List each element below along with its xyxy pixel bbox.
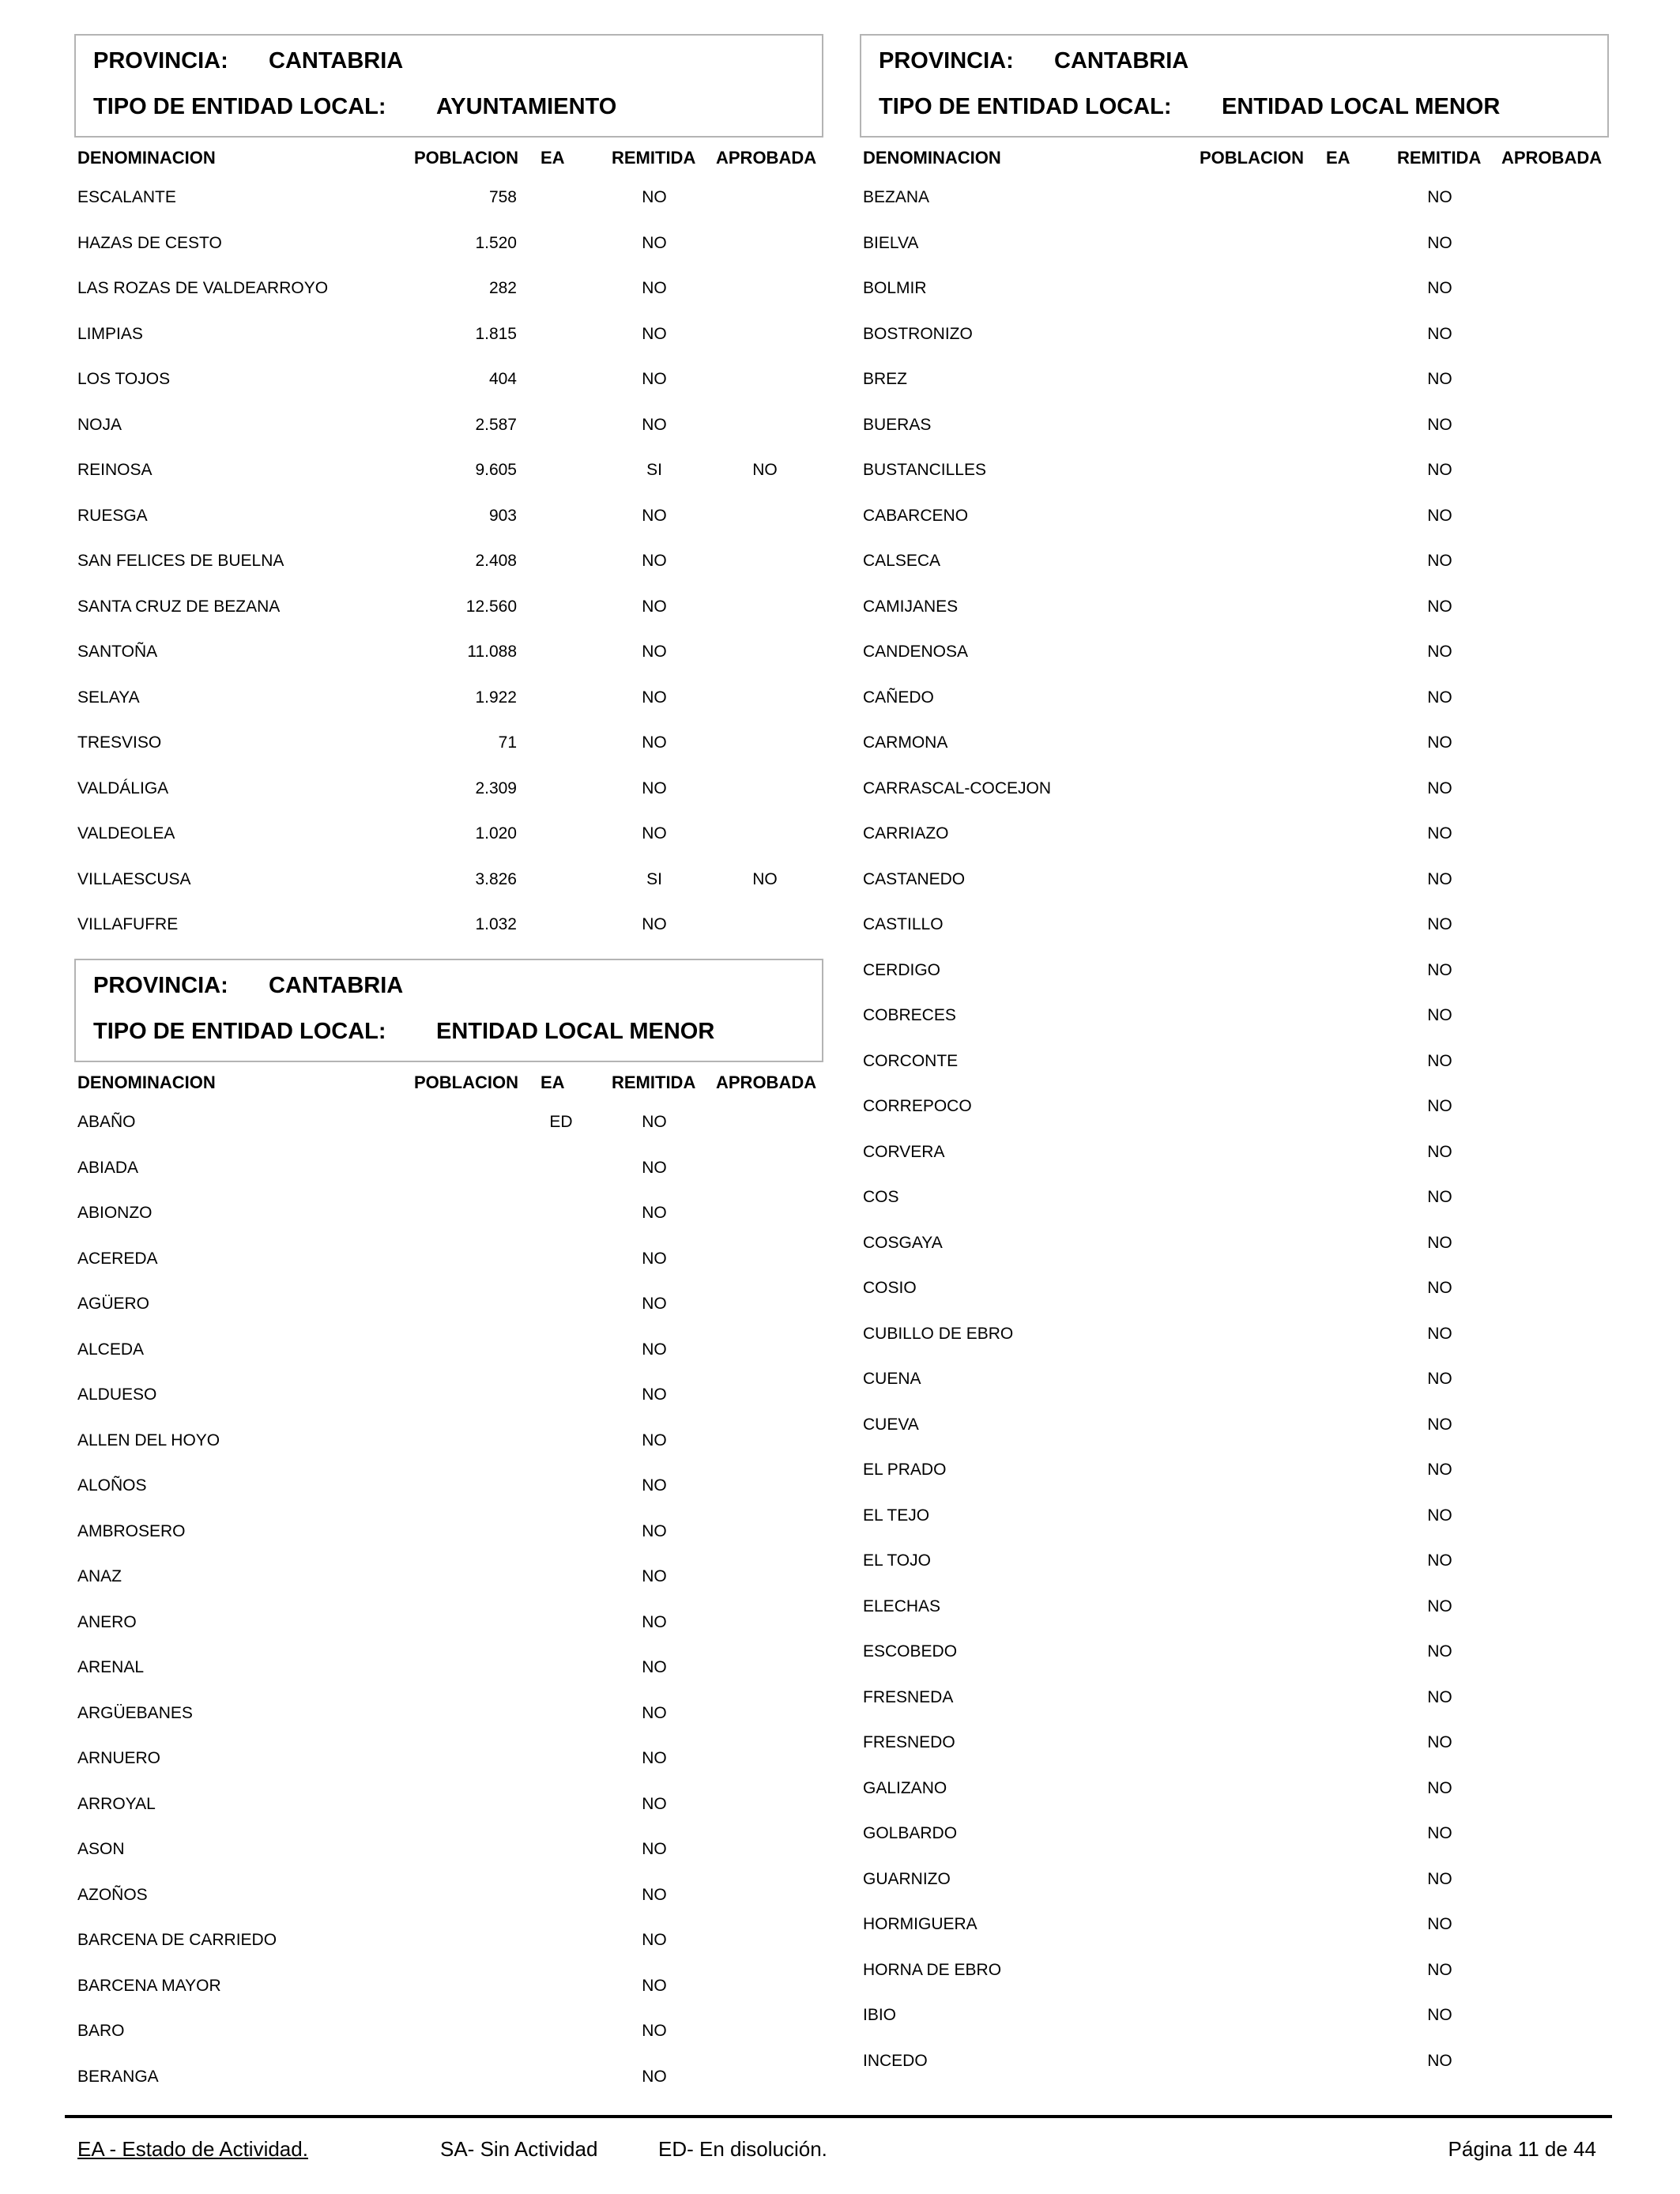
table-row — [74, 188, 823, 220]
remitida-cell: NO — [642, 415, 667, 434]
poblacion-cell: 3.826 — [475, 869, 517, 888]
table-row — [74, 370, 823, 401]
table-row — [860, 1416, 1609, 1447]
table-row — [74, 1522, 823, 1554]
remitida-cell: NO — [1427, 1188, 1452, 1206]
denominacion-cell: GALIZANO — [863, 1778, 947, 1797]
denominacion-cell: ASON — [77, 1840, 125, 1858]
table-row — [74, 688, 823, 720]
denominacion-cell: VALDEOLEA — [77, 824, 175, 843]
poblacion-cell: 1.032 — [475, 915, 517, 933]
table-row — [74, 416, 823, 447]
table-row — [74, 733, 823, 765]
table-row — [860, 1234, 1609, 1265]
remitida-cell: NO — [1427, 552, 1452, 570]
table-row — [860, 1188, 1609, 1220]
table-row — [860, 961, 1609, 993]
remitida-cell: NO — [642, 2022, 667, 2040]
remitida-cell: NO — [1427, 915, 1452, 933]
table-row — [860, 1097, 1609, 1129]
table-row — [74, 1931, 823, 1962]
denominacion-cell: BIELVA — [863, 233, 919, 252]
provincia-value: CANTABRIA — [269, 48, 404, 74]
remitida-cell: NO — [642, 370, 667, 388]
remitida-cell: NO — [1427, 233, 1452, 252]
ea-cell: ED — [549, 1113, 573, 1131]
table-row — [860, 1688, 1609, 1720]
remitida-cell: NO — [1427, 597, 1452, 616]
remitida-cell: NO — [642, 1931, 667, 1949]
table-row — [74, 779, 823, 811]
remitida-cell: NO — [642, 1567, 667, 1585]
table-row — [860, 234, 1609, 266]
poblacion-cell: 758 — [488, 188, 517, 206]
provincia-value: CANTABRIA — [269, 973, 404, 998]
table-row — [74, 2022, 823, 2053]
remitida-cell: NO — [1427, 1370, 1452, 1388]
tipo-label: TIPO DE ENTIDAD LOCAL: — [93, 94, 386, 119]
table-row — [860, 188, 1609, 220]
remitida-cell: NO — [642, 1749, 667, 1767]
table-row — [74, 1431, 823, 1463]
remitida-cell: NO — [1427, 1233, 1452, 1252]
remitida-cell: NO — [1427, 869, 1452, 888]
table-row — [860, 552, 1609, 583]
tipo-value: AYUNTAMIENTO — [436, 94, 617, 119]
table-row — [860, 370, 1609, 401]
denominacion-cell: ALOÑOS — [77, 1476, 147, 1495]
poblacion-cell: 1.815 — [475, 324, 517, 343]
denominacion-cell: CANDENOSA — [863, 643, 969, 661]
remitida-cell: NO — [1427, 1869, 1452, 1888]
remitida-cell: NO — [1427, 960, 1452, 979]
aprobada-cell: NO — [752, 461, 778, 479]
col-denominacion: DENOMINACION — [863, 148, 1001, 168]
table-row — [860, 1143, 1609, 1174]
denominacion-cell: CABARCENO — [863, 506, 969, 525]
table-row — [860, 733, 1609, 765]
remitida-cell: NO — [642, 1158, 667, 1177]
denominacion-cell: ARNUERO — [77, 1749, 161, 1767]
denominacion-cell: ABAÑO — [77, 1113, 136, 1131]
denominacion-cell: ABIONZO — [77, 1204, 153, 1222]
table-row — [860, 1642, 1609, 1674]
remitida-cell: NO — [1427, 1596, 1452, 1615]
remitida-cell: NO — [1427, 1824, 1452, 1842]
table-row — [860, 1006, 1609, 1038]
poblacion-cell: 12.560 — [465, 597, 517, 616]
provincia-label: PROVINCIA: — [879, 48, 1014, 74]
remitida-cell: NO — [642, 2067, 667, 2086]
remitida-cell: NO — [642, 1885, 667, 1904]
remitida-cell: NO — [642, 552, 667, 570]
table-row — [74, 1385, 823, 1417]
table-row — [74, 461, 823, 492]
denominacion-cell: SANTA CRUZ DE BEZANA — [77, 597, 281, 616]
denominacion-cell: INCEDO — [863, 2051, 928, 2070]
remitida-cell: NO — [642, 1113, 667, 1131]
tipo-label: TIPO DE ENTIDAD LOCAL: — [879, 94, 1172, 119]
table-row — [860, 461, 1609, 492]
denominacion-cell: ARROYAL — [77, 1794, 156, 1813]
denominacion-cell: NOJA — [77, 415, 122, 434]
denominacion-cell: EL PRADO — [863, 1461, 947, 1479]
footer-ea-legend: EA - Estado de Actividad. — [77, 2137, 308, 2161]
footer-sa-legend: SA- Sin Actividad — [440, 2137, 598, 2161]
table-row — [860, 1779, 1609, 1811]
remitida-cell: NO — [1427, 506, 1452, 525]
table-row — [74, 1977, 823, 2008]
denominacion-cell: HORNA DE EBRO — [863, 1960, 1002, 1979]
provincia-label: PROVINCIA: — [93, 48, 228, 74]
poblacion-cell: 9.605 — [475, 461, 517, 479]
remitida-cell: NO — [1427, 1279, 1452, 1297]
remitida-cell: NO — [642, 506, 667, 525]
table-row — [74, 1340, 823, 1372]
remitida-cell: NO — [1427, 188, 1452, 206]
denominacion-cell: GOLBARDO — [863, 1824, 958, 1842]
table-row — [74, 1295, 823, 1326]
denominacion-cell: CUENA — [863, 1370, 921, 1388]
denominacion-cell: ARGÜEBANES — [77, 1703, 193, 1722]
remitida-cell: NO — [1427, 461, 1452, 479]
remitida-cell: NO — [642, 1204, 667, 1222]
remitida-cell: NO — [1427, 1506, 1452, 1525]
denominacion-cell: BOLMIR — [863, 279, 927, 297]
poblacion-cell: 1.520 — [475, 233, 517, 252]
remitida-cell: NO — [642, 1521, 667, 1540]
denominacion-cell: HAZAS DE CESTO — [77, 233, 222, 252]
tipo-value: ENTIDAD LOCAL MENOR — [1222, 94, 1501, 119]
table-row — [74, 915, 823, 947]
denominacion-cell: CALSECA — [863, 552, 941, 570]
remitida-cell: NO — [642, 1976, 667, 1995]
remitida-cell: NO — [1427, 1142, 1452, 1161]
remitida-cell: NO — [642, 733, 667, 752]
remitida-cell: NO — [642, 1703, 667, 1722]
col-remitida: REMITIDA — [1397, 148, 1482, 168]
table-row — [860, 1824, 1609, 1856]
table-row — [74, 1749, 823, 1781]
table-row — [74, 1613, 823, 1645]
remitida-cell: NO — [1427, 1324, 1452, 1343]
col-ea: EA — [541, 148, 565, 168]
remitida-cell: NO — [642, 1794, 667, 1813]
denominacion-cell: ALDUESO — [77, 1385, 157, 1404]
table-row — [74, 1159, 823, 1190]
remitida-cell: NO — [642, 188, 667, 206]
col-denominacion: DENOMINACION — [77, 148, 216, 168]
remitida-cell: NO — [1427, 643, 1452, 661]
table-row — [860, 507, 1609, 538]
remitida-cell: NO — [1427, 778, 1452, 797]
remitida-cell: NO — [642, 688, 667, 707]
header-box — [860, 34, 1609, 138]
col-aprobada: APROBADA — [1501, 148, 1603, 168]
denominacion-cell: LAS ROZAS DE VALDEARROYO — [77, 279, 329, 297]
remitida-cell: SI — [646, 461, 662, 479]
denominacion-cell: BERANGA — [77, 2067, 159, 2086]
denominacion-cell: SAN FELICES DE BUELNA — [77, 552, 284, 570]
poblacion-cell: 2.309 — [475, 778, 517, 797]
remitida-cell: NO — [642, 1612, 667, 1631]
poblacion-cell: 282 — [488, 279, 517, 297]
denominacion-cell: COBRECES — [863, 1006, 956, 1024]
remitida-cell: NO — [642, 643, 667, 661]
denominacion-cell: REINOSA — [77, 461, 153, 479]
denominacion-cell: CAÑEDO — [863, 688, 934, 707]
denominacion-cell: VALDÁLIGA — [77, 778, 169, 797]
table-row — [74, 552, 823, 583]
denominacion-cell: BARCENA MAYOR — [77, 1976, 221, 1995]
table-row — [860, 1551, 1609, 1583]
table-row — [74, 1886, 823, 1917]
remitida-cell: NO — [642, 1385, 667, 1404]
denominacion-cell: AMBROSERO — [77, 1521, 186, 1540]
table-row — [860, 2052, 1609, 2083]
table-row — [74, 1476, 823, 1508]
denominacion-cell: ACEREDA — [77, 1249, 158, 1268]
remitida-cell: NO — [1427, 1051, 1452, 1070]
denominacion-cell: CORVERA — [863, 1142, 945, 1161]
table-row — [860, 416, 1609, 447]
remitida-cell: NO — [642, 1340, 667, 1359]
denominacion-cell: BOSTRONIZO — [863, 324, 973, 343]
table-row — [860, 824, 1609, 856]
remitida-cell: NO — [1427, 1097, 1452, 1115]
poblacion-cell: 71 — [498, 733, 517, 752]
table-row — [74, 2068, 823, 2099]
denominacion-cell: CORREPOCO — [863, 1097, 972, 1115]
denominacion-cell: COSGAYA — [863, 1233, 943, 1252]
table-row — [860, 1370, 1609, 1401]
col-poblacion: POBLACION — [414, 1072, 518, 1092]
denominacion-cell: SELAYA — [77, 688, 140, 707]
denominacion-cell: CAMIJANES — [863, 597, 959, 616]
remitida-cell: NO — [1427, 1006, 1452, 1024]
footer-ed-legend: ED- En disolución. — [658, 2137, 827, 2161]
denominacion-cell: IBIO — [863, 2006, 897, 2024]
table-row — [860, 279, 1609, 311]
denominacion-cell: ARENAL — [77, 1658, 145, 1676]
remitida-cell: NO — [642, 324, 667, 343]
remitida-cell: NO — [1427, 1687, 1452, 1706]
denominacion-cell: EL TEJO — [863, 1506, 930, 1525]
poblacion-cell: 2.587 — [475, 415, 517, 434]
poblacion-cell: 11.088 — [467, 643, 517, 661]
denominacion-cell: GUARNIZO — [863, 1869, 951, 1888]
col-remitida: REMITIDA — [612, 1072, 696, 1092]
remitida-cell: NO — [1427, 1461, 1452, 1479]
provincia-value: CANTABRIA — [1054, 48, 1189, 74]
footer-divider — [65, 2115, 1612, 2118]
denominacion-cell: ESCALANTE — [77, 188, 176, 206]
remitida-cell: NO — [1427, 2006, 1452, 2024]
remitida-cell: NO — [1427, 1778, 1452, 1797]
denominacion-cell: LIMPIAS — [77, 324, 143, 343]
remitida-cell: NO — [642, 1431, 667, 1449]
table-row — [74, 279, 823, 311]
denominacion-cell: BARCENA DE CARRIEDO — [77, 1931, 277, 1949]
table-row — [74, 1840, 823, 1872]
denominacion-cell: FRESNEDA — [863, 1687, 954, 1706]
denominacion-cell: VILLAESCUSA — [77, 869, 191, 888]
remitida-cell: NO — [1427, 279, 1452, 297]
table-row — [860, 1052, 1609, 1084]
remitida-cell: NO — [642, 915, 667, 933]
table-row — [74, 507, 823, 538]
table-row — [860, 325, 1609, 356]
table-row — [74, 598, 823, 629]
table-row — [860, 1870, 1609, 1902]
remitida-cell: NO — [642, 824, 667, 843]
remitida-cell: NO — [642, 1840, 667, 1858]
denominacion-cell: EL TOJO — [863, 1551, 931, 1570]
remitida-cell: NO — [1427, 1733, 1452, 1751]
table-row — [860, 598, 1609, 629]
col-poblacion: POBLACION — [1200, 148, 1304, 168]
denominacion-cell: BARO — [77, 2022, 125, 2040]
table-row — [860, 915, 1609, 947]
denominacion-cell: VILLAFUFRE — [77, 915, 179, 933]
remitida-cell: NO — [1427, 688, 1452, 707]
denominacion-cell: BUSTANCILLES — [863, 461, 986, 479]
table-row — [860, 688, 1609, 720]
table-row — [74, 325, 823, 356]
table-row — [860, 1506, 1609, 1538]
col-ea: EA — [541, 1072, 565, 1092]
denominacion-cell: SANTOÑA — [77, 643, 158, 661]
denominacion-cell: ABIADA — [77, 1158, 139, 1177]
remitida-cell: NO — [1427, 824, 1452, 843]
denominacion-cell: HORMIGUERA — [863, 1915, 977, 1933]
aprobada-cell: NO — [752, 869, 778, 888]
table-row — [74, 234, 823, 266]
remitida-cell: NO — [642, 233, 667, 252]
poblacion-cell: 903 — [488, 506, 517, 525]
tipo-label: TIPO DE ENTIDAD LOCAL: — [93, 1019, 386, 1044]
denominacion-cell: ELECHAS — [863, 1596, 941, 1615]
denominacion-cell: LOS TOJOS — [77, 370, 171, 388]
denominacion-cell: ANAZ — [77, 1567, 122, 1585]
table-row — [74, 643, 823, 674]
col-aprobada: APROBADA — [716, 1072, 817, 1092]
poblacion-cell: 1.922 — [475, 688, 517, 707]
denominacion-cell: CERDIGO — [863, 960, 941, 979]
col-denominacion: DENOMINACION — [77, 1072, 216, 1092]
table-row — [74, 870, 823, 902]
remitida-cell: NO — [1427, 1642, 1452, 1661]
remitida-cell: NO — [642, 778, 667, 797]
denominacion-cell: CUBILLO DE EBRO — [863, 1324, 1014, 1343]
denominacion-cell: CASTANEDO — [863, 869, 966, 888]
denominacion-cell: CARMONA — [863, 733, 948, 752]
remitida-cell: NO — [1427, 733, 1452, 752]
denominacion-cell: AZOÑOS — [77, 1885, 148, 1904]
header-box — [74, 959, 823, 1062]
denominacion-cell: FRESNEDO — [863, 1733, 955, 1751]
denominacion-cell: AGÜERO — [77, 1295, 150, 1313]
table-row — [860, 643, 1609, 674]
denominacion-cell: ANERO — [77, 1612, 137, 1631]
table-row — [74, 1795, 823, 1826]
remitida-cell: NO — [1427, 1551, 1452, 1570]
denominacion-cell: CASTILLO — [863, 915, 944, 933]
poblacion-cell: 404 — [488, 370, 517, 388]
denominacion-cell: ESCOBEDO — [863, 1642, 958, 1661]
denominacion-cell: BREZ — [863, 370, 908, 388]
remitida-cell: NO — [642, 1295, 667, 1313]
denominacion-cell: CARRASCAL-COCEJON — [863, 778, 1052, 797]
remitida-cell: NO — [1427, 370, 1452, 388]
table-row — [74, 1250, 823, 1281]
poblacion-cell: 2.408 — [475, 552, 517, 570]
col-poblacion: POBLACION — [414, 148, 518, 168]
col-remitida: REMITIDA — [612, 148, 696, 168]
table-row — [74, 1658, 823, 1690]
denominacion-cell: CUEVA — [863, 1415, 919, 1434]
remitida-cell: NO — [1427, 1415, 1452, 1434]
denominacion-cell: ALCEDA — [77, 1340, 145, 1359]
denominacion-cell: COS — [863, 1188, 899, 1206]
denominacion-cell: RUESGA — [77, 506, 148, 525]
table-row — [860, 1915, 1609, 1947]
tipo-value: ENTIDAD LOCAL MENOR — [436, 1019, 715, 1044]
remitida-cell: NO — [642, 1249, 667, 1268]
table-row — [860, 1597, 1609, 1629]
table-row — [74, 824, 823, 856]
table-row — [74, 1567, 823, 1599]
remitida-cell: NO — [642, 597, 667, 616]
remitida-cell: NO — [1427, 1960, 1452, 1979]
remitida-cell: NO — [1427, 324, 1452, 343]
table-row — [860, 1461, 1609, 1492]
header-box — [74, 34, 823, 138]
remitida-cell: NO — [1427, 1915, 1452, 1933]
table-row — [860, 779, 1609, 811]
col-aprobada: APROBADA — [716, 148, 817, 168]
denominacion-cell: COSIO — [863, 1279, 917, 1297]
denominacion-cell: BUERAS — [863, 415, 932, 434]
remitida-cell: NO — [642, 1658, 667, 1676]
denominacion-cell: BEZANA — [863, 188, 930, 206]
denominacion-cell: CARRIAZO — [863, 824, 949, 843]
col-ea: EA — [1326, 148, 1350, 168]
table-row — [860, 1733, 1609, 1765]
remitida-cell: NO — [642, 279, 667, 297]
denominacion-cell: ALLEN DEL HOYO — [77, 1431, 220, 1449]
remitida-cell: NO — [642, 1476, 667, 1495]
provincia-label: PROVINCIA: — [93, 973, 228, 998]
denominacion-cell: TRESVISO — [77, 733, 162, 752]
denominacion-cell: CORCONTE — [863, 1051, 959, 1070]
remitida-cell: SI — [646, 869, 662, 888]
table-row — [860, 870, 1609, 902]
table-row — [74, 1113, 823, 1144]
remitida-cell: NO — [1427, 415, 1452, 434]
table-row — [860, 1325, 1609, 1356]
table-row — [74, 1704, 823, 1736]
table-row — [860, 2006, 1609, 2038]
table-row — [860, 1961, 1609, 1992]
remitida-cell: NO — [1427, 2051, 1452, 2070]
table-row — [74, 1204, 823, 1235]
page-number: Página 11 de 44 — [1448, 2137, 1596, 2161]
poblacion-cell: 1.020 — [475, 824, 517, 843]
table-row — [860, 1279, 1609, 1310]
